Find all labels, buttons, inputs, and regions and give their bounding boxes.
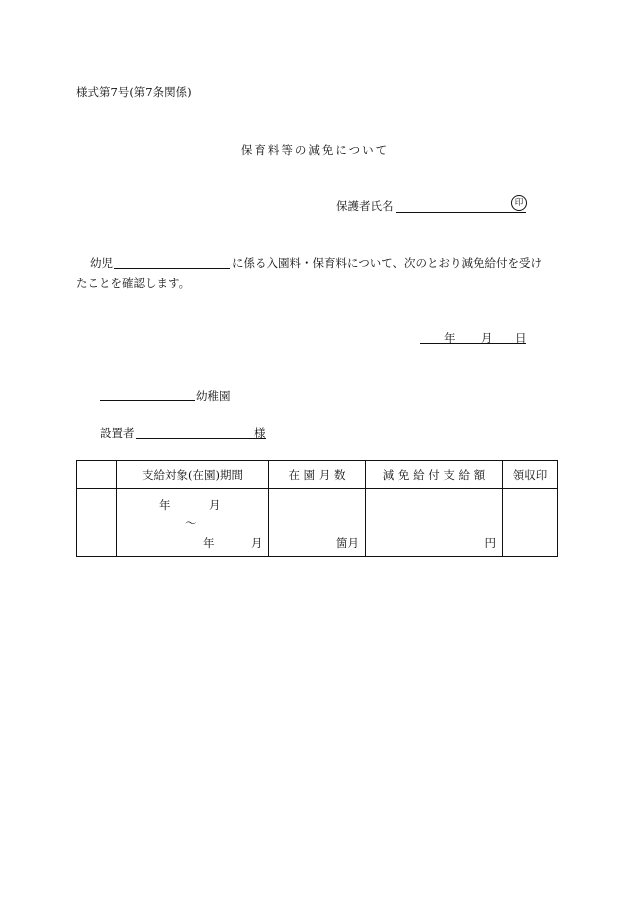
benefit-table xyxy=(76,460,558,557)
statement-line-2: たことを確認します。 xyxy=(76,276,191,290)
date-year-label: 年 xyxy=(444,331,456,345)
child-name-field[interactable] xyxy=(114,268,230,269)
statement-line-1: に係る入園料・保育料について、次のとおり減免給付を受け xyxy=(232,256,543,270)
amount-unit: 円 xyxy=(484,536,496,550)
founder-label: 設置者 xyxy=(100,426,135,440)
founder-honorific: 様 xyxy=(254,426,266,440)
period-from-month: 月 xyxy=(209,498,221,512)
period-header: 支給対象(在園)期間 xyxy=(117,461,269,489)
period-to-month: 月 xyxy=(251,536,263,550)
document-title: 保育料等の減免について xyxy=(240,143,390,157)
months-unit: 箇月 xyxy=(336,536,359,550)
period-cell[interactable] xyxy=(117,489,269,557)
table-header-row xyxy=(77,461,558,489)
blank-cell xyxy=(77,489,117,557)
period-to-year: 年 xyxy=(203,536,215,550)
form-number-label: 様式第7号(第7条関係) xyxy=(76,85,192,99)
receipt-seal-header: 領収印 xyxy=(503,461,558,489)
receipt-seal-cell[interactable] xyxy=(503,489,558,557)
period-tilde: 〜 xyxy=(185,516,197,530)
founder-name-field[interactable] xyxy=(136,438,266,439)
months-cell[interactable] xyxy=(269,489,366,557)
guardian-name-label: 保護者氏名 xyxy=(336,199,394,213)
date-day-label: 日 xyxy=(515,331,527,345)
period-from-year: 年 xyxy=(159,498,171,512)
date-field[interactable] xyxy=(420,343,526,344)
date-month-label: 月 xyxy=(481,331,493,345)
kindergarten-name-field[interactable] xyxy=(100,400,195,401)
guardian-name-field[interactable] xyxy=(396,212,526,213)
months-header: 在 園 月 数 xyxy=(269,461,366,489)
kindergarten-suffix: 幼稚園 xyxy=(196,389,231,403)
seal-mark: 印 xyxy=(511,195,527,211)
amount-header: 減 免 給 付 支 給 額 xyxy=(366,461,503,489)
table-row xyxy=(77,489,558,557)
amount-cell[interactable] xyxy=(366,489,503,557)
child-label: 幼児 xyxy=(90,256,113,270)
blank-header-cell xyxy=(77,461,117,489)
